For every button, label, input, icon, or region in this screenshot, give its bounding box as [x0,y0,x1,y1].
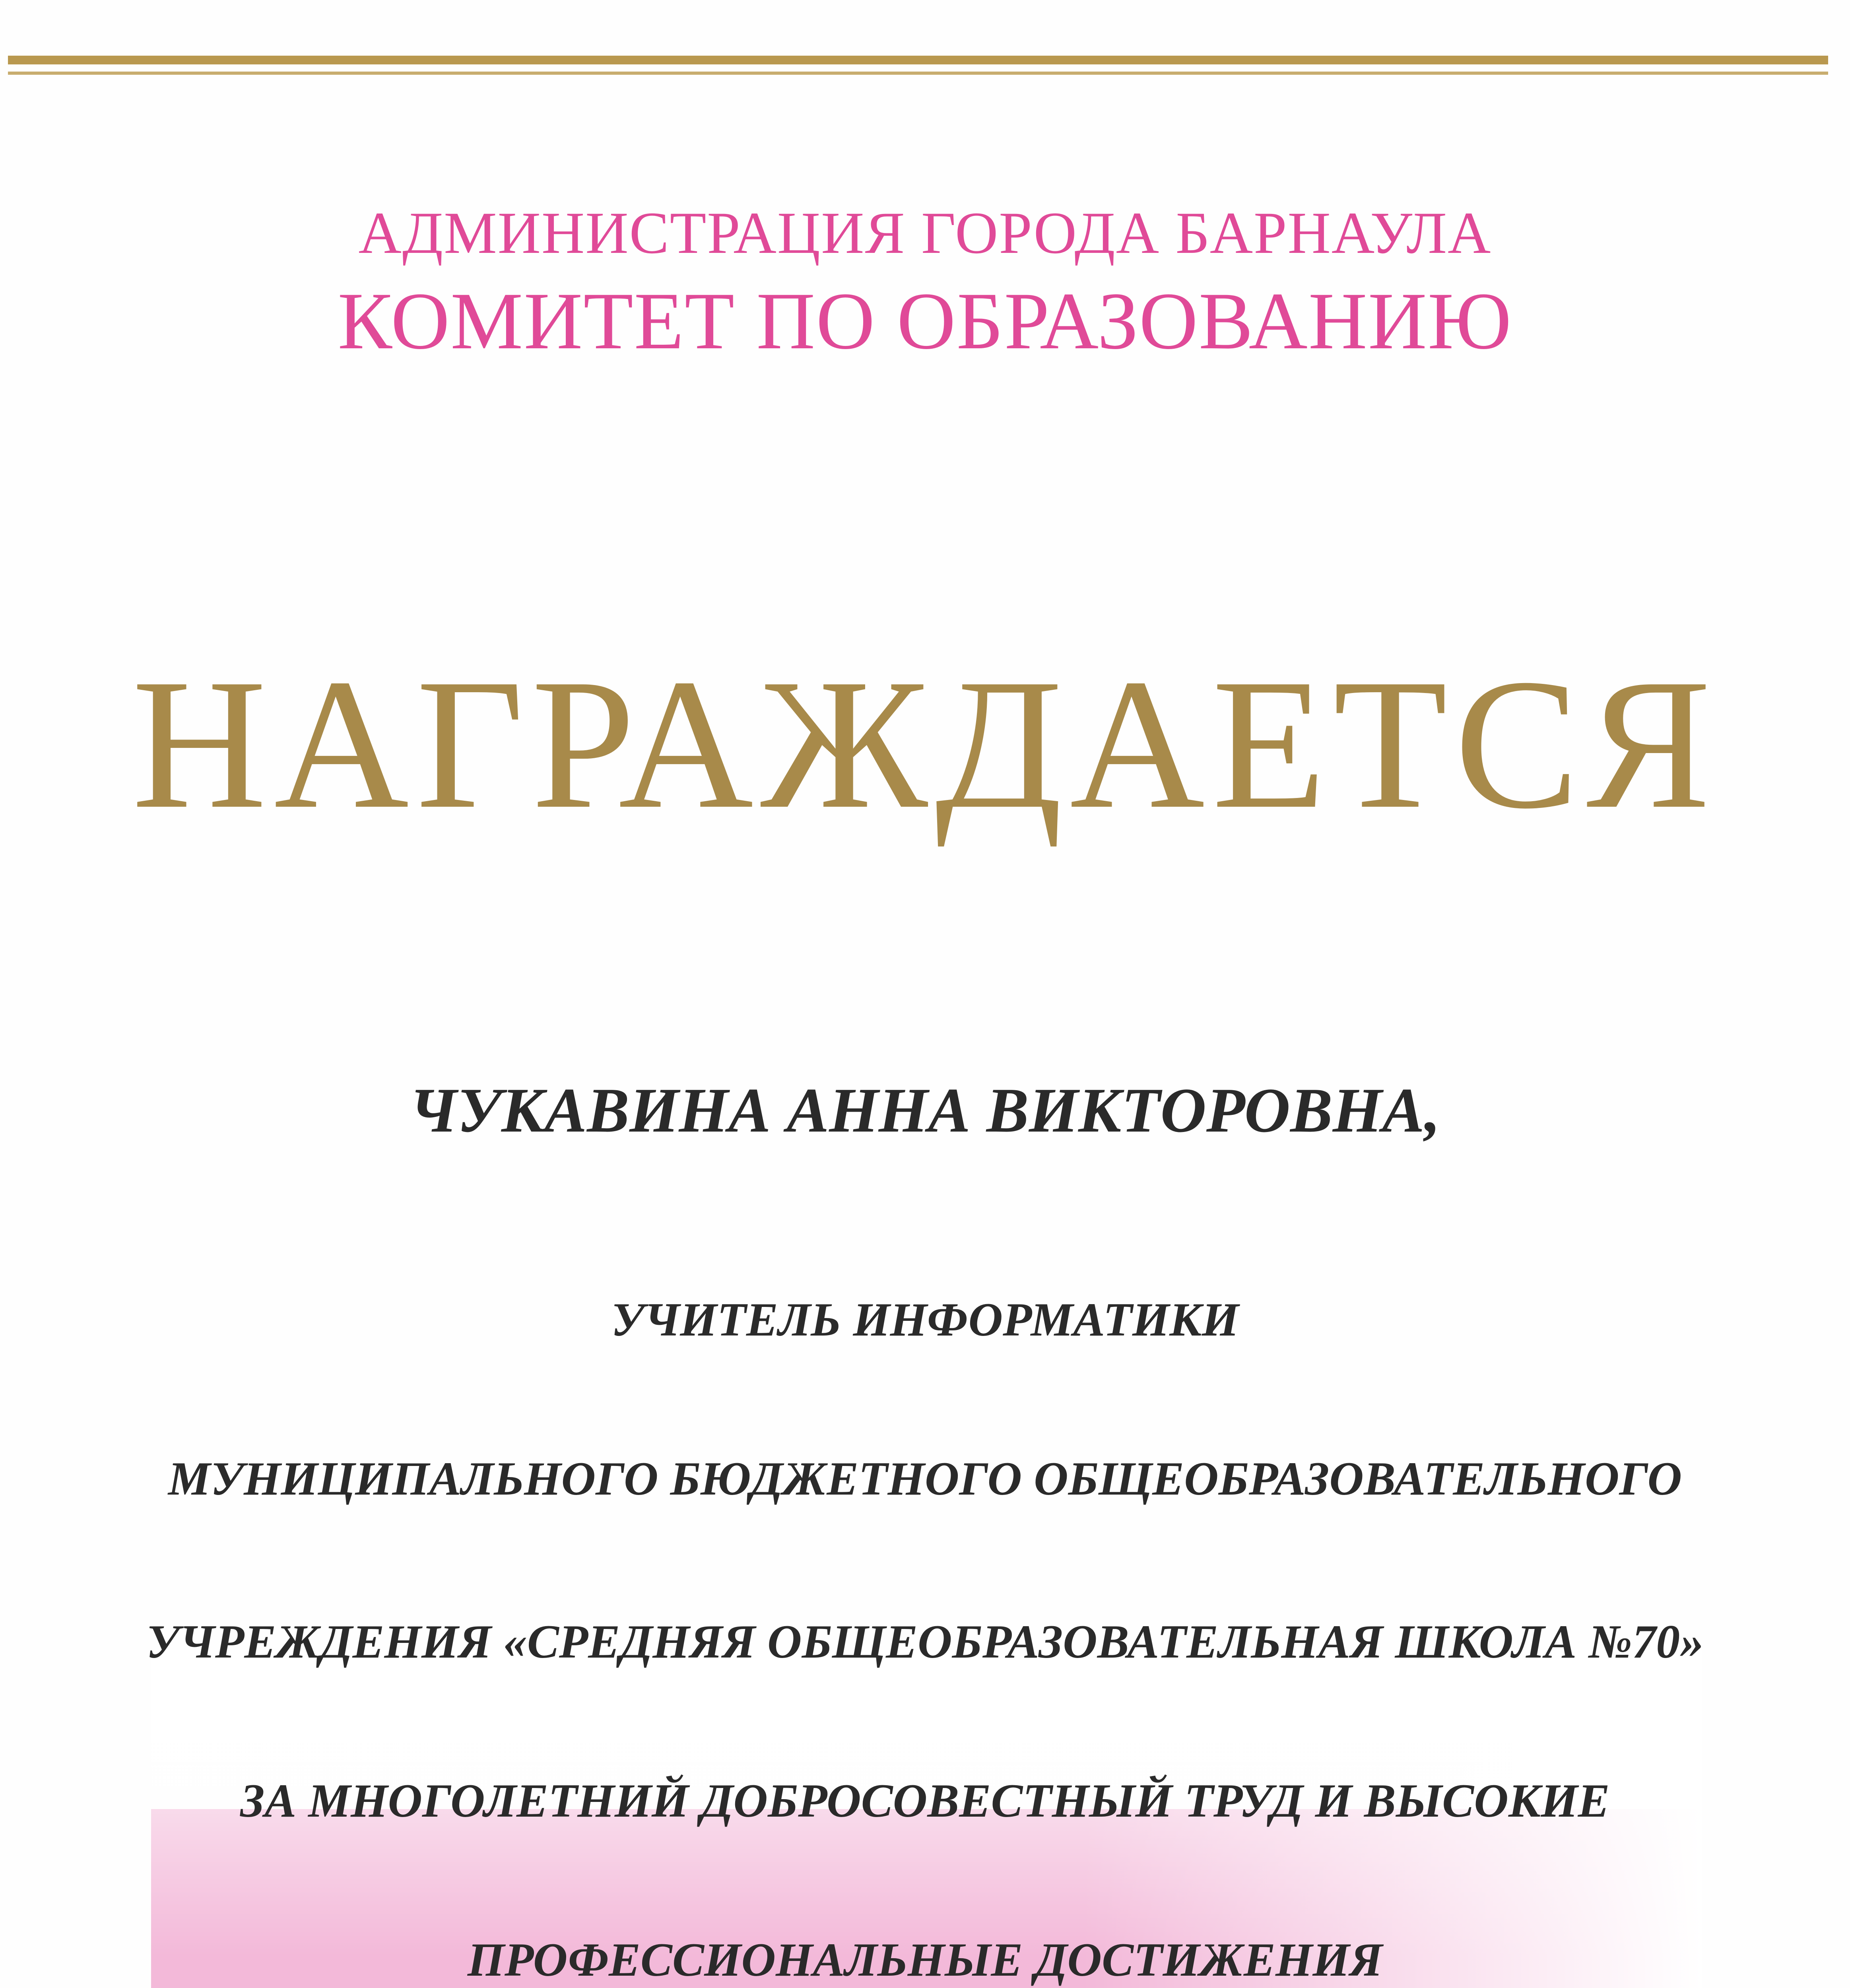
recipient-name: ЧУКАВИНА АННА ВИКТОРОВНА, [410,1075,1440,1145]
reason-line-2: ПРОФЕССИОНАЛЬНЫЕ ДОСТИЖЕНИЯ [467,1933,1383,1986]
recipient-position: УЧИТЕЛЬ ИНФОРМАТИКИ [611,1293,1239,1346]
administration-title: АДМИНИСТРАЦИЯ ГОРОДА БАРНАУЛА [358,200,1492,266]
institution-line-1: МУНИЦИПАЛЬНОГО БЮДЖЕТНОГО ОБЩЕОБРАЗОВАТЕЛЬНОГО [168,1452,1682,1505]
reason-line-1: ЗА МНОГОЛЕТНИЙ ДОБРОСОВЕСТНЫЙ ТРУД И ВЫСОКИЕ [240,1774,1610,1827]
top-gold-rule [8,56,1828,64]
committee-title: КОМИТЕТ ПО ОБРАЗОВАНИЮ [338,276,1512,366]
institution-line-2: УЧРЕЖДЕНИЯ «СРЕДНЯЯ ОБЩЕОБРАЗОВАТЕЛЬНАЯ ШКОЛА №70» [146,1615,1704,1668]
top-gold-rule-thin [8,72,1828,75]
award-heading: НАГРАЖДАЕТСЯ [132,640,1718,847]
